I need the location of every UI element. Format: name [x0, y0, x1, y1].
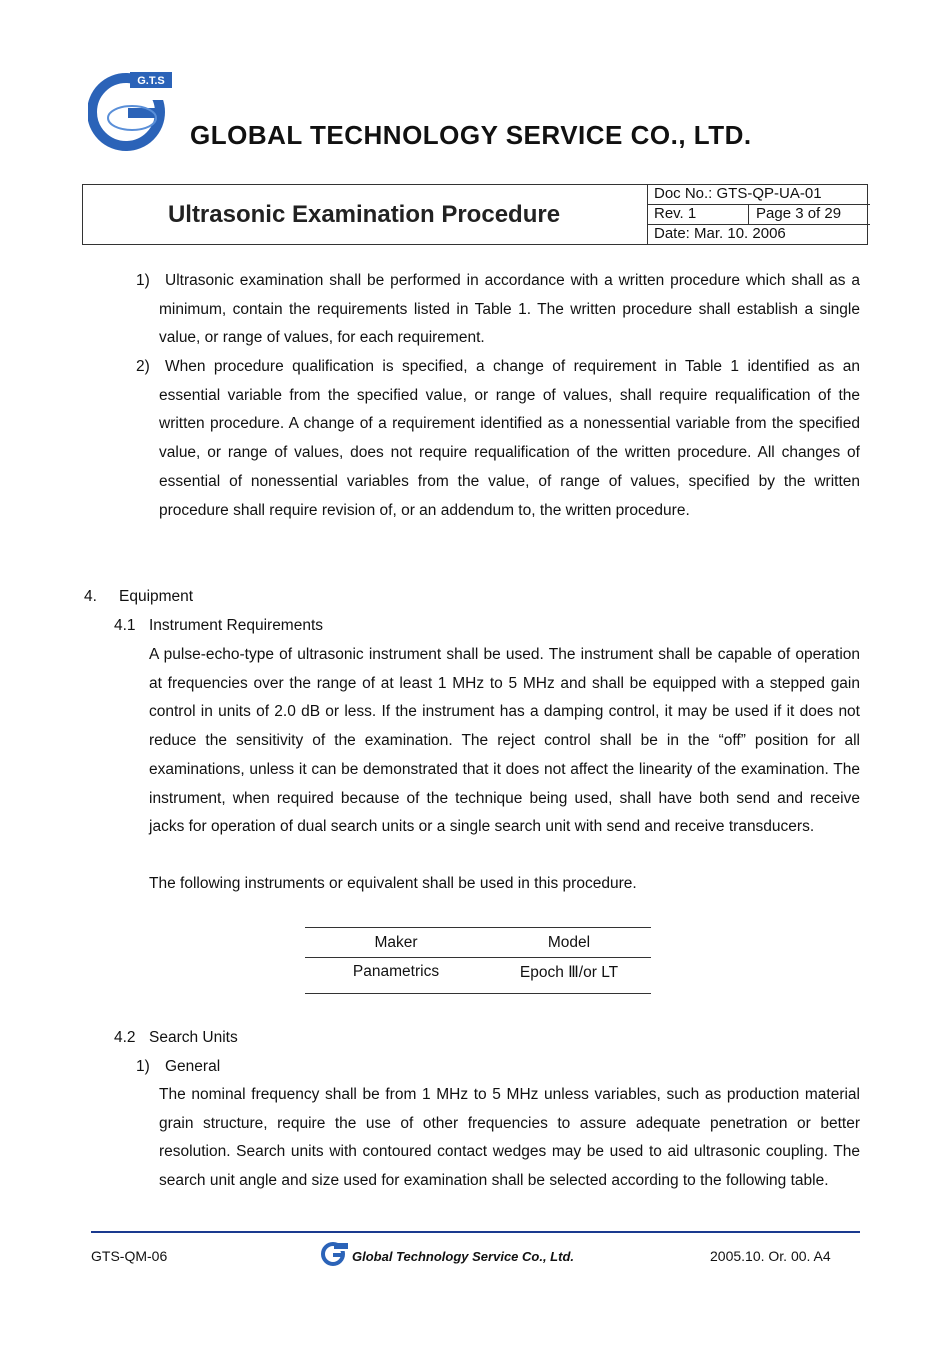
following-instruments-text: The following instruments or equivalent shall be used in this procedure. — [149, 875, 637, 892]
subsection-title: Instrument Requirements — [149, 617, 324, 634]
doc-number: Doc No.: GTS-QP-UA-01 — [654, 185, 822, 202]
item-number: 2) — [136, 358, 150, 375]
revision: Rev. 1 — [654, 205, 697, 222]
instrument-requirements-text: A pulse-echo-type of ultrasonic instrument shall be used. The instrument shall be capable of operation at frequencies over the range of at least 1 MHz to 5 MHz and shall be equipped with a stepped gain control in units of 2.0 dB or less. If the instrument has a damping control, it may be used if it does not reduce the sensitivity of the examination. The reject control shall be in the “off” position for all examinations, unless it can be demonstrated that it does not affect the linearity of the examination. The instrument, when required because of the technique being used, shall have both send and receive jacks for operation of dual search units or a single search unit with send and receive transducers. — [149, 646, 860, 836]
company-logo — [88, 62, 180, 154]
logo-text: G.T.S — [137, 75, 165, 87]
table-header: Model — [547, 934, 591, 951]
section-title: Equipment — [119, 588, 194, 605]
item-number: 1) — [136, 1058, 150, 1075]
item-text: When procedure qualification is specified, a change of requirement in Table 1 identified as an essential variable from the specified value, or range of values, shall require requalification of the written procedure. A change of a requirement identified as a nonessential variable from the specified value, or range of values, does not require requalification of the written procedure. All changes of essential of nonessential variables from the value, of range of values, specified by the written procedure shall require revision of, or an addendum to, the written procedure. — [159, 358, 860, 519]
footer-logo-icon — [320, 1240, 350, 1266]
table-cell: Epoch Ⅲ/or LT — [519, 964, 619, 981]
item-title: General — [165, 1058, 221, 1075]
footer-revision: 2005.10. Or. 00. A4 — [710, 1248, 831, 1264]
item-text: Ultrasonic examination shall be performed in accordance with a written procedure which shall as a minimum, contain the requirements listed in Table 1. The written procedure shall establish a single value, or range of values, for each requirement. — [159, 272, 860, 347]
table-cell: Panametrics — [352, 963, 440, 980]
subsection-number: 4.2 — [114, 1029, 136, 1046]
page-number: Page 3 of 29 — [756, 205, 842, 222]
footer-company-name: Global Technology Service Co., Ltd. — [352, 1249, 574, 1264]
document-date: Date: Mar. 10. 2006 — [654, 225, 786, 242]
footer-divider — [91, 1231, 860, 1233]
title-box — [82, 184, 868, 245]
document-title: Ultrasonic Examination Procedure — [167, 201, 561, 228]
subsection-title: Search Units — [149, 1029, 238, 1046]
footer-form-number: GTS-QM-06 — [91, 1248, 168, 1264]
table-header: Maker — [374, 934, 418, 951]
section-number: 4. — [84, 588, 97, 605]
item-number: 1) — [136, 272, 150, 289]
search-units-text: The nominal frequency shall be from 1 MHz to 5 MHz unless variables, such as production material grain structure, require the use of other frequencies to assure adequate penetration or better resolution. Search units with contoured contact wedges may be used to aid ultrasonic coupling. The search unit angle and size used for examination shall be selected according to the following table. — [159, 1086, 860, 1190]
document-meta — [647, 184, 870, 245]
company-name: GLOBAL TECHNOLOGY SERVICE CO., LTD. — [190, 120, 752, 150]
subsection-number: 4.1 — [114, 617, 136, 634]
